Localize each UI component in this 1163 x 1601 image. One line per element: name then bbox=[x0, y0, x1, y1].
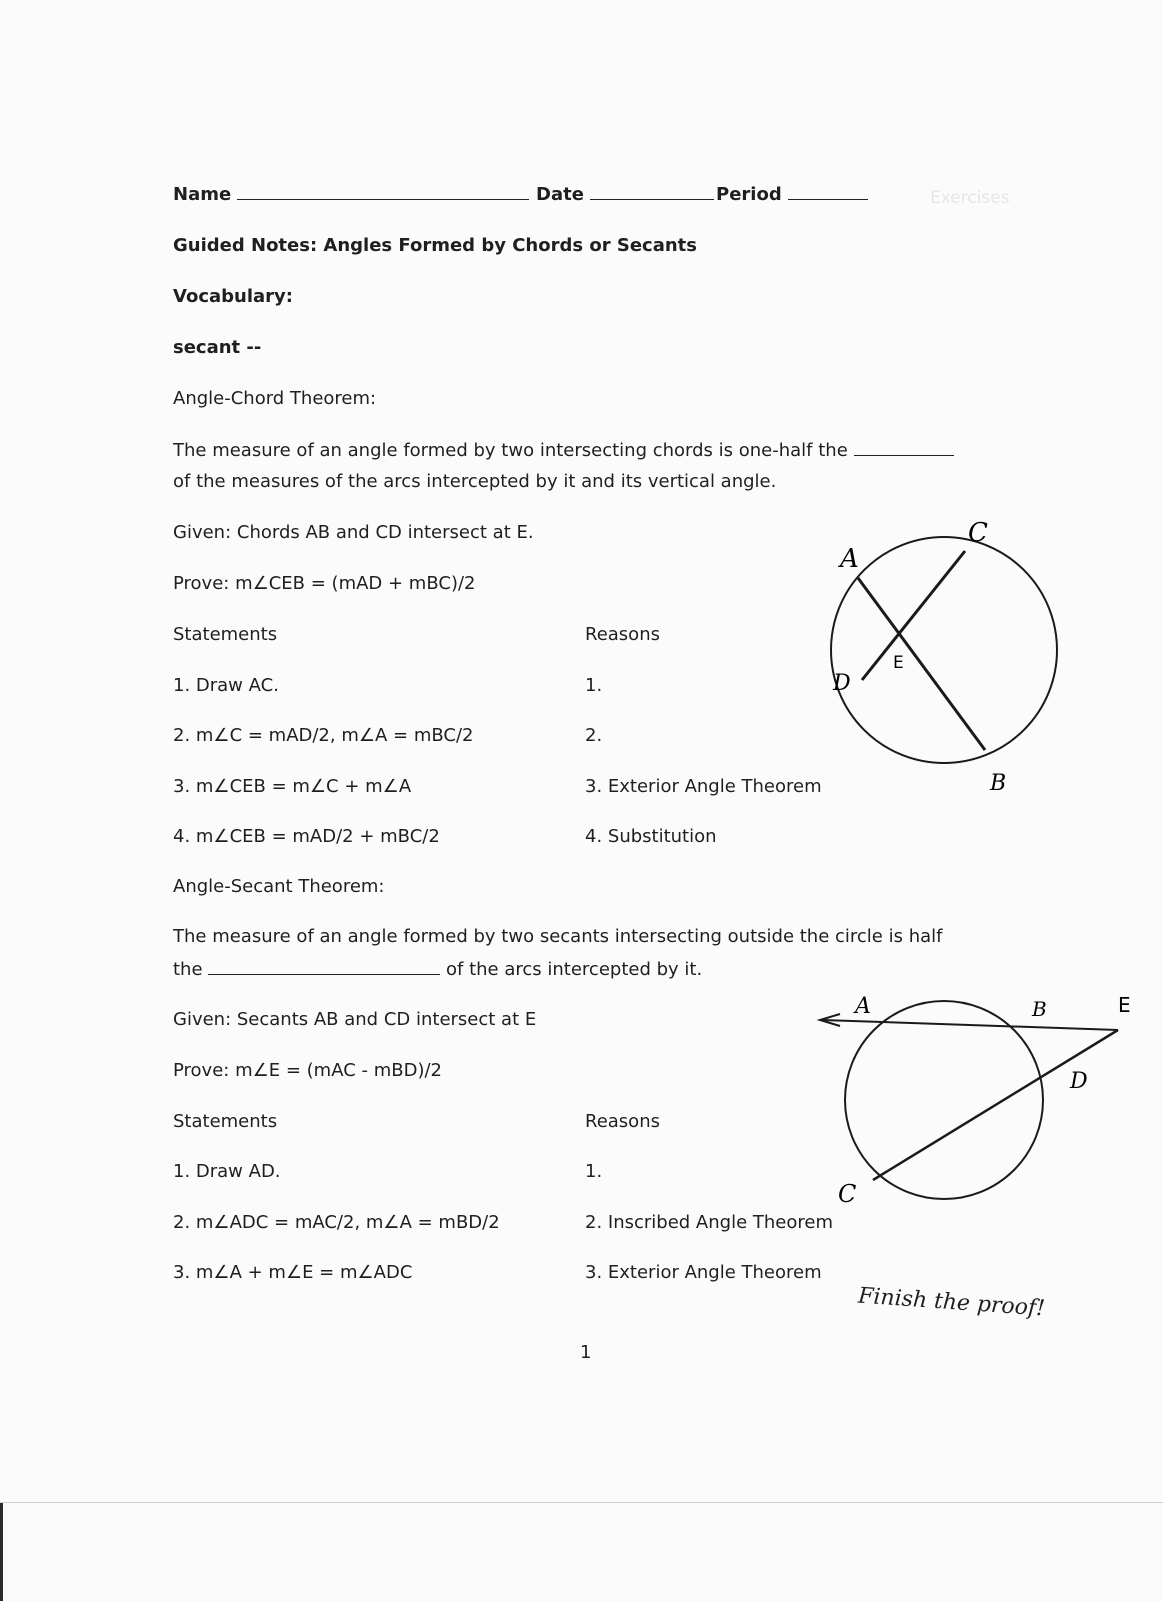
angle-chord-statements-label: Statements bbox=[173, 624, 278, 645]
chord-label-a: A bbox=[840, 544, 859, 574]
scan-bottom-edge bbox=[0, 1502, 1163, 1601]
angle-secant-reason-3: 3. Exterior Angle Theorem bbox=[585, 1262, 822, 1283]
angle-secant-reason-1: 1. bbox=[585, 1161, 603, 1182]
secant-ab bbox=[822, 1020, 1118, 1030]
angle-secant-prove: Prove: m∠E = (mAC - mBD)/2 bbox=[173, 1060, 442, 1081]
angle-chord-statement-4: 4. m∠CEB = mAD/2 + mBC/2 bbox=[173, 826, 440, 847]
angle-chord-statement-1: 1. Draw AC. bbox=[173, 675, 279, 696]
page-title: Guided Notes: Angles Formed by Chords or Secants bbox=[173, 235, 697, 256]
angle-chord-prove: Prove: m∠CEB = (mAD + mBC)/2 bbox=[173, 573, 476, 594]
angle-secant-statements-label: Statements bbox=[173, 1111, 278, 1132]
angle-chord-reason-1: 1. bbox=[585, 675, 603, 696]
angle-secant-statement-2: 2. m∠ADC = mAC/2, m∠A = mBD/2 bbox=[173, 1212, 500, 1233]
angle-secant-text-post: of the arcs intercepted by it. bbox=[446, 959, 703, 980]
angle-chord-reason-4: 4. Substitution bbox=[585, 826, 717, 847]
secant-label-b: B bbox=[1032, 997, 1047, 1021]
page-number: 1 bbox=[580, 1342, 592, 1363]
secant-term: secant -- bbox=[173, 337, 262, 358]
secant-label-e: E bbox=[1118, 993, 1131, 1017]
name-label: Name bbox=[173, 184, 232, 205]
secant-label-c: C bbox=[838, 1180, 857, 1208]
angle-secant-statement-3: 3. m∠A + m∠E = m∠ADC bbox=[173, 1262, 413, 1283]
angle-secant-heading: Angle-Secant Theorem: bbox=[173, 876, 385, 897]
chord-label-b: B bbox=[990, 771, 1007, 796]
angle-chord-reasons-label: Reasons bbox=[585, 624, 660, 645]
angle-secant-given: Given: Secants AB and CD intersect at E bbox=[173, 1009, 537, 1030]
angle-chord-statement-2: 2. m∠C = mAD/2, m∠A = mBC/2 bbox=[173, 725, 474, 746]
date-label: Date bbox=[536, 184, 584, 205]
angle-chord-heading: Angle-Chord Theorem: bbox=[173, 388, 377, 409]
chord-label-d: D bbox=[833, 671, 851, 696]
bleed-through-text: Exercises bbox=[930, 188, 1010, 208]
angle-chord-text-line2: of the measures of the arcs intercepted by it and its vertical angle. bbox=[173, 471, 777, 492]
angle-chord-reason-2: 2. bbox=[585, 725, 603, 746]
angle-chord-statement-3: 3. m∠CEB = m∠C + m∠A bbox=[173, 776, 412, 797]
secant-label-d: D bbox=[1070, 1069, 1088, 1094]
handwritten-note: Finish the proof! bbox=[857, 1283, 1046, 1322]
secant-label-a: A bbox=[855, 994, 871, 1019]
angle-chord-reason-3: 3. Exterior Angle Theorem bbox=[585, 776, 822, 797]
angle-secant-text-line1: The measure of an angle formed by two secants intersecting outside the circle is half bbox=[173, 926, 943, 947]
angle-secant-reasons-label: Reasons bbox=[585, 1111, 660, 1132]
secant-cd bbox=[873, 1030, 1118, 1180]
angle-chord-text: The measure of an angle formed by two intersecting chords is one-half the bbox=[173, 440, 848, 461]
angle-secant-statement-1: 1. Draw AD. bbox=[173, 1161, 281, 1182]
angle-secant-reason-2: 2. Inscribed Angle Theorem bbox=[585, 1212, 833, 1233]
vocabulary-heading: Vocabulary: bbox=[173, 286, 293, 307]
chord-label-e: E bbox=[893, 653, 904, 673]
scan-edge-shadow bbox=[0, 1503, 3, 1601]
angle-chord-given: Given: Chords AB and CD intersect at E. bbox=[173, 522, 534, 543]
chord-label-c: C bbox=[968, 518, 988, 548]
period-label: Period bbox=[716, 184, 782, 205]
angle-secant-text-pre: the bbox=[173, 959, 203, 980]
secant-circle bbox=[845, 1001, 1043, 1199]
